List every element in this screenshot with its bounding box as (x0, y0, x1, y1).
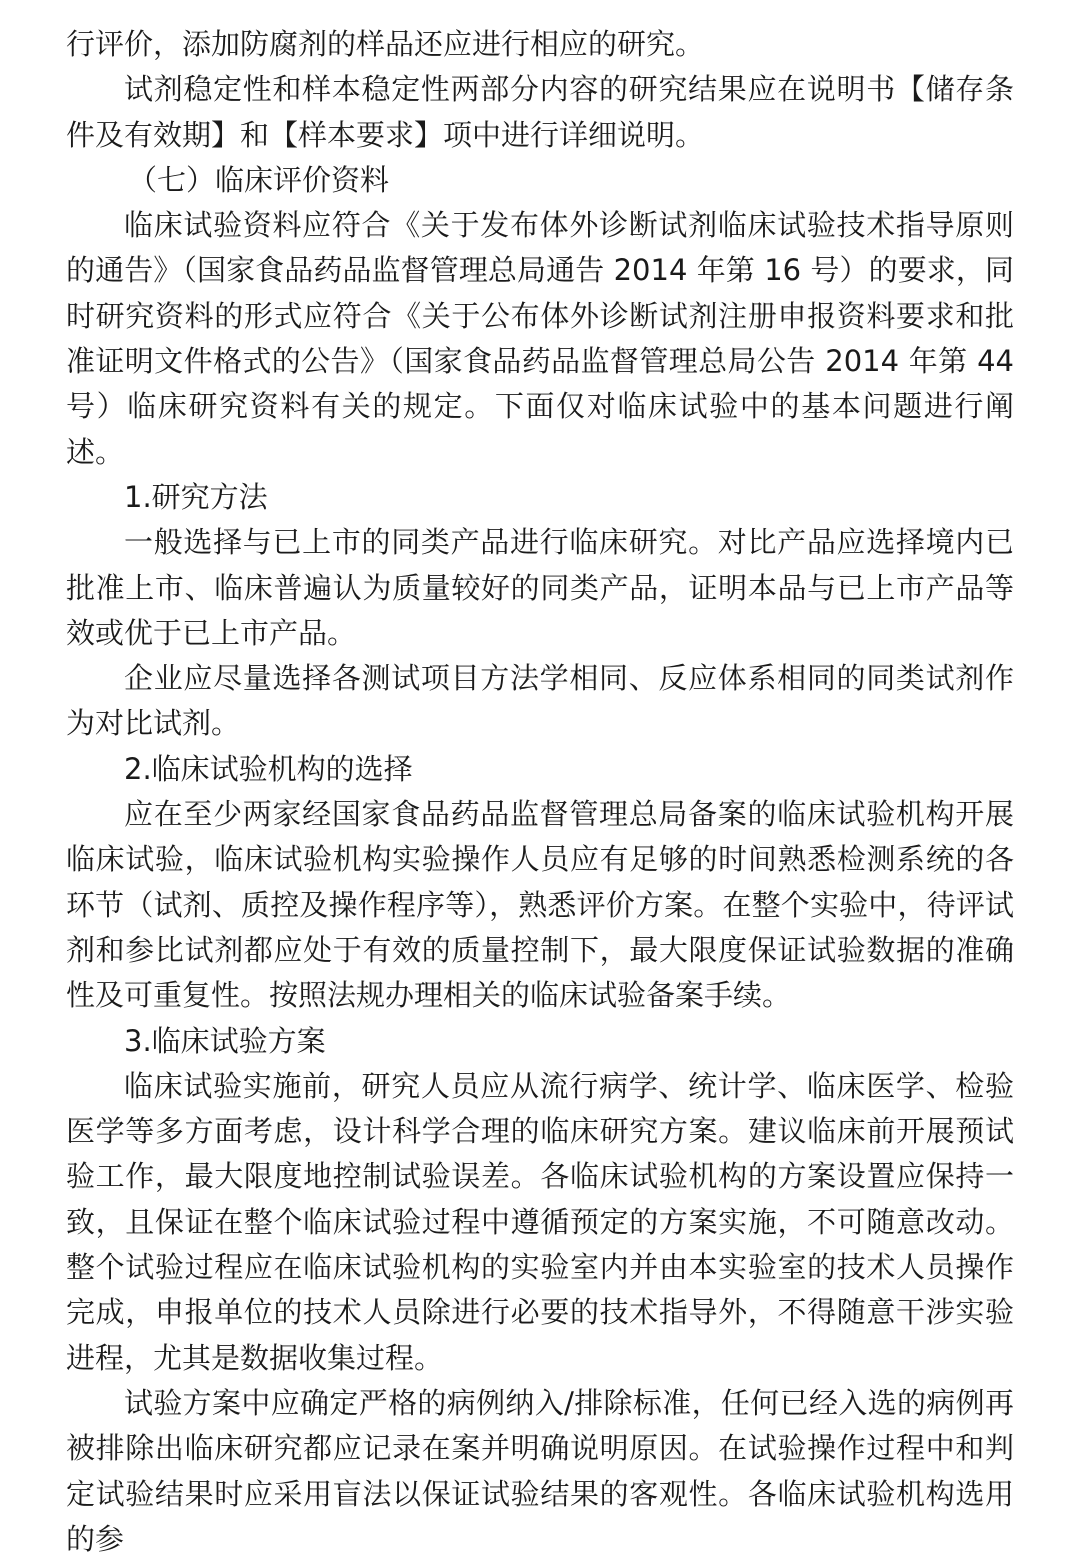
subheading-trial-institution: 2.临床试验机构的选择 (124, 751, 413, 786)
paragraph-clinical-trial-data: 临床试验资料应符合《关于发布体外诊断试剂临床试验技术指导原则的通告》（国家食品药品监督管理总局通告 2014 年第 16 号）的要求，同时研究资料的形式应符合《关于公布体外诊断试剂注册申报资料要求和批准证明文件格式的公告》（国家食品药品监督管理总局公告 2014 年第 44 号）临床研究资料有关的规定。下面仅对临床试验中的基本问题进行阐述。 (66, 208, 1014, 469)
paragraph-comparison-reagent: 企业应尽量选择各测试项目方法学相同、反应体系相同的同类试剂作为对比试剂。 (66, 661, 1014, 741)
document-page (66, 22, 1014, 1562)
paragraph-continued: 行评价，添加防腐剂的样品还应进行相应的研究。 (66, 27, 705, 61)
subheading-trial-protocol: 3.临床试验方案 (124, 1023, 326, 1058)
section-heading-clinical-evaluation: （七）临床评价资料 (128, 162, 390, 197)
subheading-research-method: 1.研究方法 (124, 479, 268, 514)
paragraph-inclusion-exclusion: 试验方案中应确定严格的病例纳入/排除标准，任何已经入选的病例再被排除出临床研究都应记录在案并明确说明原因。在试验操作过程中和判定试验结果时应采用盲法以保证试验结果的客观性。各临床试验机构选用的参 (66, 1385, 1014, 1556)
paragraph-trial-protocol: 临床试验实施前，研究人员应从流行病学、统计学、临床医学、检验医学等多方面考虑，设计科学合理的临床研究方案。建议临床前开展预试验工作，最大限度地控制试验误差。各临床试验机构的方案设置应保持一致，且保证在整个临床试验过程中遵循预定的方案实施，不可随意改动。整个试验过程应在临床试验机构的实验室内并由本实验室的技术人员操作完成，申报单位的技术人员除进行必要的技术指导外，不得随意干涉实验进程，尤其是数据收集过程。 (66, 1068, 1014, 1375)
paragraph-stability-results: 试剂稳定性和样本稳定性两部分内容的研究结果应在说明书【储存条件及有效期】和【样本要求】项中进行详细说明。 (66, 72, 1014, 152)
paragraph-comparison-product: 一般选择与已上市的同类产品进行临床研究。对比产品应选择境内已批准上市、临床普遍认为质量较好的同类产品，证明本品与已上市产品等效或优于已上市产品。 (66, 525, 1014, 650)
paragraph-trial-institution: 应在至少两家经国家食品药品监督管理总局备案的临床试验机构开展临床试验，临床试验机构实验操作人员应有足够的时间熟悉检测系统的各环节（试剂、质控及操作程序等），熟悉评价方案。在整个实验中，待评试剂和参比试剂都应处于有效的质量控制下，最大限度保证试验数据的准确性及可重复性。按照法规办理相关的临床试验备案手续。 (66, 797, 1014, 1013)
